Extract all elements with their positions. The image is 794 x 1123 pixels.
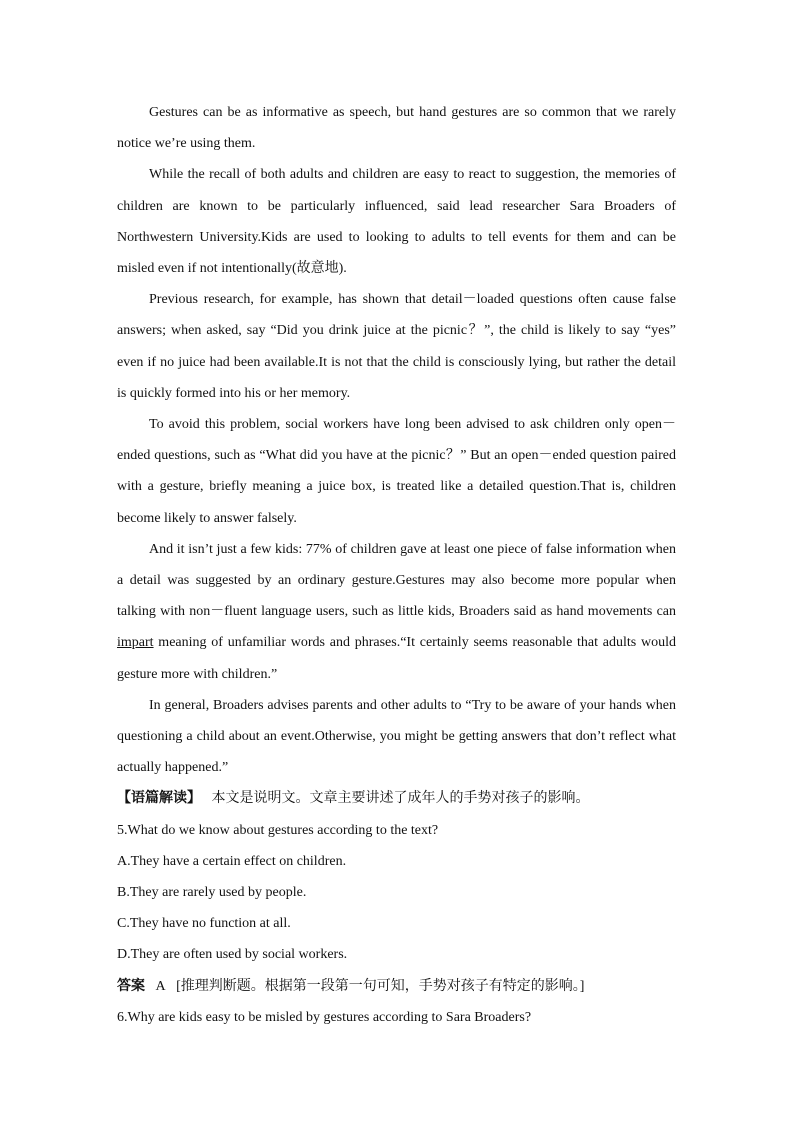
question-5-stem: 5.What do we know about gestures according to the text? [117, 822, 439, 838]
question-5-answer [117, 971, 676, 1002]
question-5-option-c: C.They have no function at all. [117, 916, 291, 932]
paragraph-1: Gestures can be as informative as speech, but hand gestures are so common that we rarely notice we’re using them. [117, 105, 676, 152]
underlined-word: impart [117, 635, 154, 651]
analysis-text: 本文是说明文。文章主要讲述了成年人的手势对孩子的影响。 [211, 791, 590, 807]
paragraph-5 [117, 534, 676, 690]
passage-analysis [117, 783, 676, 814]
answer-explanation: [推理判断题。根据第一段第一句可知，手势对孩子有特定的影响。] [176, 978, 585, 994]
paragraph-6: In general, Broaders advises parents and other adults to “Try to be aware of your hands when questioning a child about an event.Otherwise, you might be getting answers that don’t reflect what actually happened.” [117, 697, 676, 776]
answer-label: 答案 [117, 978, 145, 994]
document-page [117, 97, 676, 1033]
paragraph-5-text-before: And it isn’t just a few kids: 77% of children gave at least one piece of false information when a detail was suggested by an ordinary gesture.Gestures may also become more popular when talking with non－fluent language users, such as little kids, Broaders said as hand movements can [117, 541, 676, 620]
question-5-option-b: B.They are rarely used by people. [117, 885, 307, 901]
answer-letter: A [155, 978, 166, 994]
paragraph-3: Previous research, for example, has shown that detail－loaded questions often cause false answers; when asked, say “Did you drink juice at the picnic？”, the child is likely to say “yes” even if no juice had been available.It is not that the child is consciously lying, but rather the detail is quickly formed into his or her memory. [117, 292, 676, 401]
paragraph-4: To avoid this problem, social workers have long been advised to ask children only open－ended questions, such as “What did you have at the picnic？” But an open－ended question paired with a gesture, briefly meaning a juice box, is treated like a detailed question.That is, children become likely to answer falsely. [117, 417, 676, 526]
question-6-stem: 6.Why are kids easy to be misled by gestures according to Sara Broaders? [117, 1009, 532, 1025]
question-5-option-d: D.They are often used by social workers. [117, 947, 348, 963]
analysis-label: 【语篇解读】 [117, 791, 201, 807]
question-5-option-a: A.They have a certain effect on children. [117, 853, 347, 869]
paragraph-5-text-after: meaning of unfamiliar words and phrases.“It certainly seems reasonable that adults would gesture more with children.” [117, 635, 676, 682]
paragraph-2: While the recall of both adults and children are easy to react to suggestion, the memories of children are known to be particularly influenced, said lead researcher Sara Broaders of Northwestern University.Kids are used to looking to adults to tell events for them and can be misled even if not intentionally(故意地). [117, 167, 676, 277]
